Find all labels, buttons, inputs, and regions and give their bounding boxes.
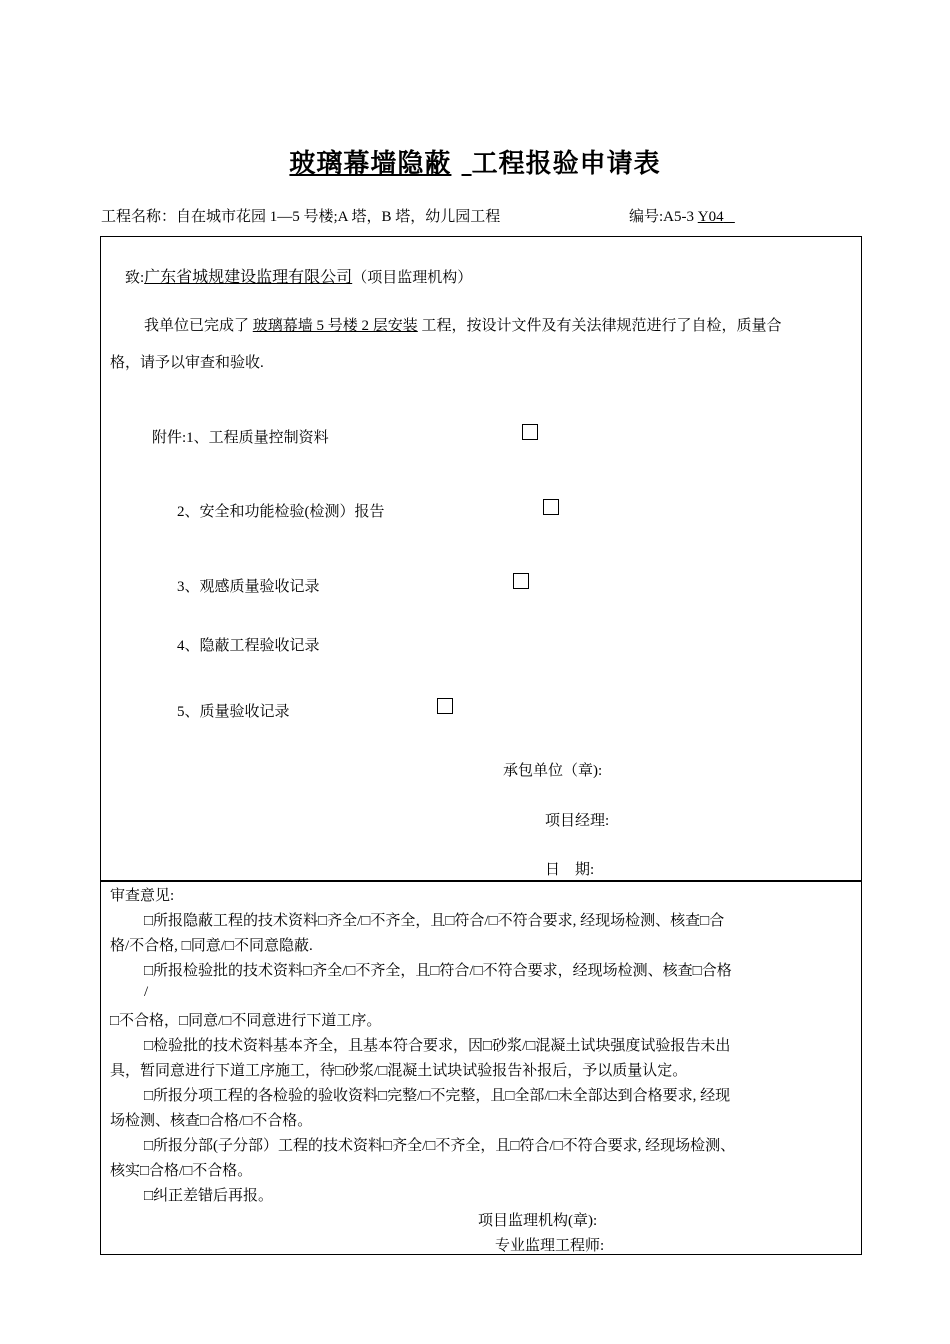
to-label: 致: (125, 270, 145, 286)
review-heading: 审查意见: (110, 888, 175, 904)
document-number (629, 205, 735, 226)
attachment-1: 附件:1、工程质量控制资料 (152, 430, 329, 446)
work-item: 玻璃幕墙 5 号楼 2 层安装 (252, 318, 418, 334)
review-p1-line2: 格/不合格, □同意/□不同意隐蔽. (110, 938, 313, 954)
supervising-engineer-label: 专业监理工程师: (495, 1238, 605, 1254)
project-manager-label: 项目经理: (545, 813, 610, 829)
review-p4-line2: 场检测、核查□合格/□不合格。 (110, 1113, 313, 1129)
to-suffix: （项目监理机构） (352, 270, 473, 286)
attachment-3-checkbox[interactable] (513, 573, 529, 589)
title-part1: 玻璃幕墙隐蔽 (289, 149, 452, 179)
review-p2-line3: □不合格，□同意/□不同意进行下道工序。 (110, 1013, 382, 1029)
addressee-line (125, 264, 472, 287)
title-part2: 工程报验申请表 (471, 149, 661, 179)
review-p6: □纠正差错后再报。 (144, 1188, 274, 1204)
application-body-line1 (144, 314, 782, 335)
supervisor-org: 广东省城规建设监理有限公司 (144, 267, 353, 286)
supervision-org-seal-label: 项目监理机构(章): (478, 1213, 598, 1229)
review-p2-line2: / (144, 984, 149, 1000)
review-p5-line1: □所报分部(子分部）工程的技术资料□齐全/□不齐全，且□符合/□不符合要求, 经现场检测、 (144, 1138, 736, 1154)
review-p5-line2: 核实□合格/□不合格。 (110, 1163, 253, 1179)
attachment-4: 4、隐蔽工程验收记录 (177, 638, 320, 654)
number-label: 编号:A5-3 (629, 209, 694, 225)
attachment-5-checkbox[interactable] (437, 698, 453, 714)
page-title (0, 143, 950, 180)
attachment-3: 3、观感质量验收记录 (177, 579, 320, 595)
review-p3-line1: □检验批的技术资料基本齐全，且基本符合要求，因□砂浆/□混凝土试块强度试验报告未出 (144, 1038, 731, 1054)
date-label: 日 期: (545, 862, 595, 878)
review-p1-line1: □所报隐蔽工程的技术资料□齐全/□不齐全，且□符合/□不符合要求, 经现场检测、核查□合 (144, 913, 725, 929)
review-p3-line2: 具，暂同意进行下道工序施工，待□砂浆/□混凝土试块试验报告补报后，予以质量认定。 (110, 1063, 688, 1079)
contractor-seal-label: 承包单位（章): (503, 763, 603, 779)
attachment-1-checkbox[interactable] (522, 424, 538, 440)
attachment-2: 2、安全和功能检验(检测）报告 (177, 504, 385, 520)
attachment-5: 5、质量验收记录 (177, 704, 290, 720)
body-post1: 工程，按设计文件及有关法律规范进行了自检，质量合 (421, 318, 782, 334)
project-name-line (101, 205, 500, 226)
application-body-line2: 格，请予以审查和验收. (110, 355, 264, 371)
attachment-2-checkbox[interactable] (543, 499, 559, 515)
body-pre: 我单位已完成了 (144, 318, 250, 334)
number-value: Y04 (697, 209, 724, 225)
review-p4-line1: □所报分项工程的各检验的验收资料□完整/□不完整，且□全部/□未全部达到合格要求, 经现 (144, 1088, 731, 1104)
project-label: 工程名称： (101, 209, 177, 225)
review-p2-line1: □所报检验批的技术资料□齐全/□不齐全，且□符合/□不符合要求，经现场检测、核查□合格 (144, 963, 732, 979)
project-name: 自在城市花园 1—5 号楼;A 塔，B 塔，幼儿园工程 (176, 209, 501, 225)
